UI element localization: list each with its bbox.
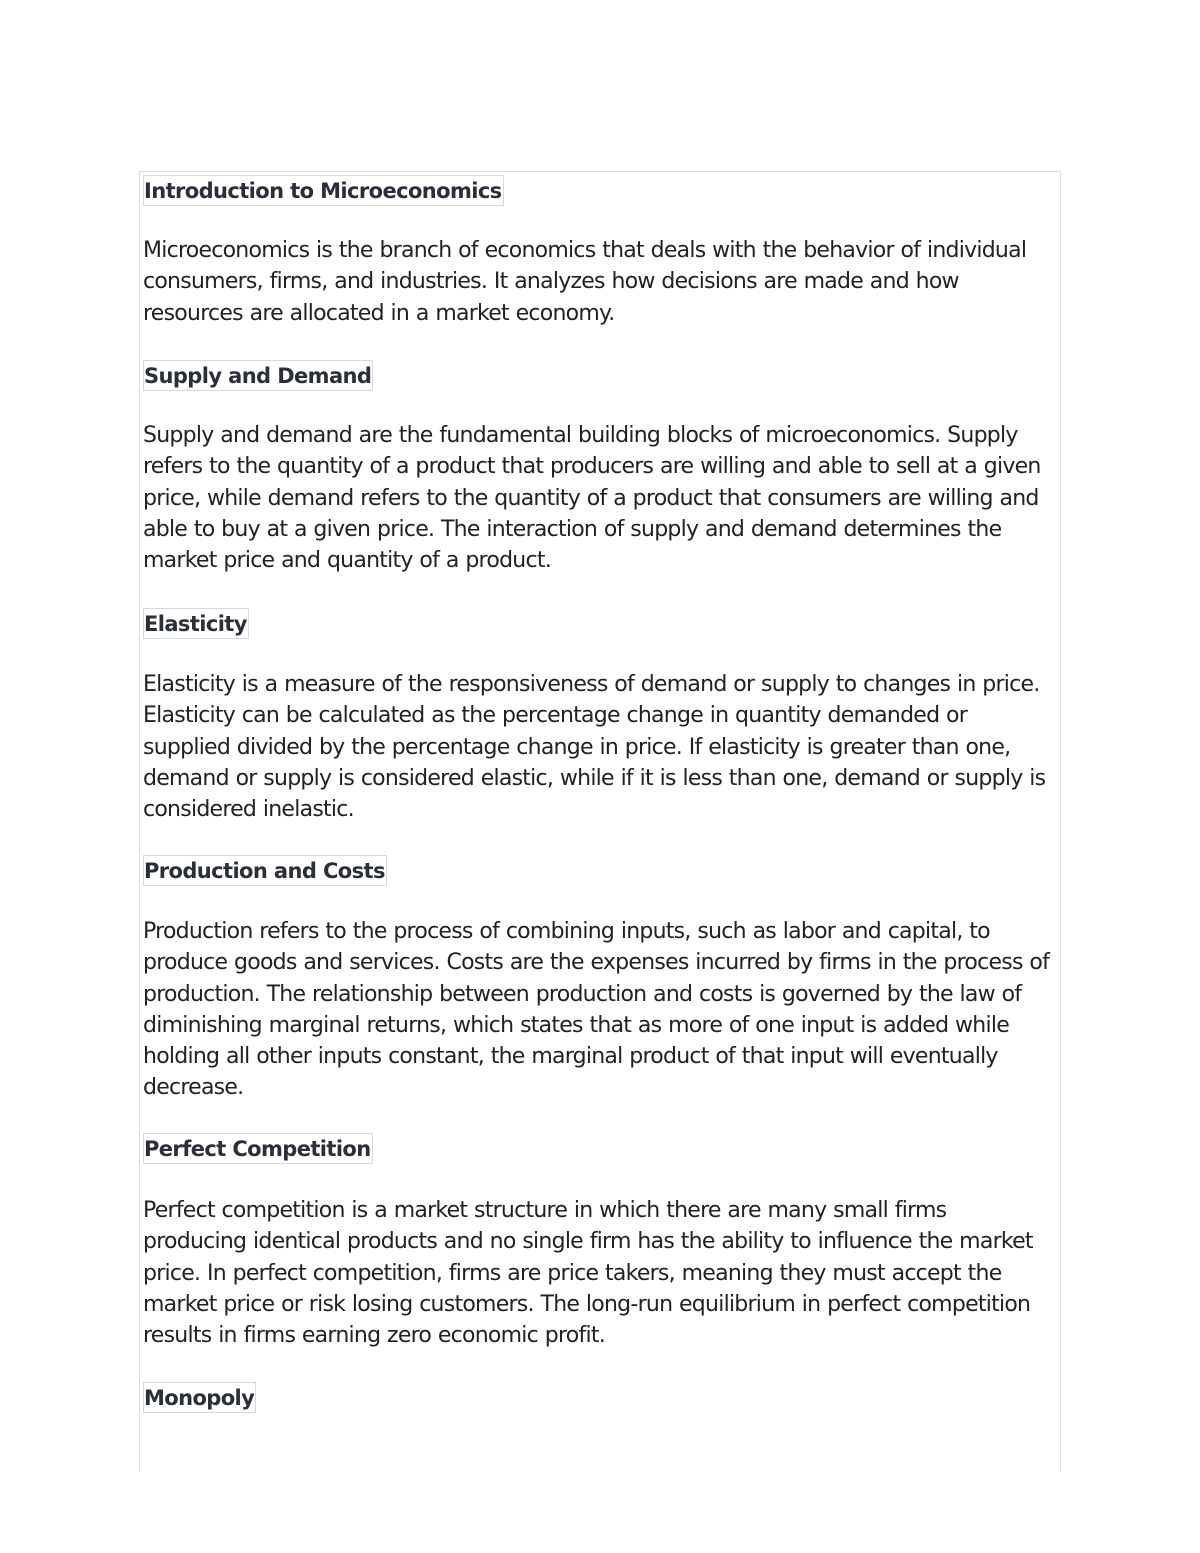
section-production-costs	[143, 855, 387, 886]
section-paragraph: Perfect competition is a market structure in which there are many small firms producing identical products and no single firm has the ability to influence the market price. In perfect competition, firms are price takers, meaning they must accept the market price or risk losing customers. The long-run equilibrium in perfect competition results in firms earning zero economic profit.	[143, 1198, 1033, 1349]
section-introduction	[143, 175, 504, 206]
section-heading: Production and Costs	[143, 855, 387, 886]
section-introduction-body	[143, 235, 1055, 329]
section-heading: Perfect Competition	[143, 1133, 373, 1164]
document-page	[139, 171, 1061, 1471]
section-heading: Elasticity	[143, 608, 249, 639]
section-heading: Monopoly	[143, 1382, 256, 1413]
section-supply-demand	[143, 360, 373, 391]
section-paragraph: Production refers to the process of combining inputs, such as labor and capital, to produce goods and services. Costs are the expenses incurred by firms in the process of production. The relationship between production and costs is governed by the law of diminishing marginal returns, which states that as more of one input is added while holding all other inputs constant, the marginal product of that input will eventually decrease.	[143, 919, 1050, 1101]
section-paragraph: Elasticity is a measure of the responsiveness of demand or supply to changes in price. Elasticity can be calculated as the percentage change in quantity demanded or supplied divided by the percentage change in price. If elasticity is greater than one, demand or supply is considered elastic, while if it is less than one, demand or supply is considered inelastic.	[143, 672, 1046, 823]
section-supply-demand-body	[143, 420, 1055, 576]
section-heading: Introduction to Microeconomics	[143, 175, 504, 206]
section-paragraph: Supply and demand are the fundamental building blocks of microeconomics. Supply refers to the quantity of a product that producers are willing and able to sell at a given price, while demand refers to the quantity of a product that consumers are willing and able to buy at a given price. The interaction of supply and demand determines the market price and quantity of a product.	[143, 423, 1041, 574]
section-elasticity-body	[143, 669, 1055, 825]
section-monopoly	[143, 1382, 256, 1413]
section-production-costs-body	[143, 916, 1055, 1104]
section-elasticity	[143, 608, 249, 639]
section-heading: Supply and Demand	[143, 360, 373, 391]
section-paragraph: Microeconomics is the branch of economics that deals with the behavior of individual consumers, firms, and industries. It analyzes how decisions are made and how resources are allocated in a market economy.	[143, 238, 1027, 326]
section-perfect-competition-body	[143, 1195, 1055, 1351]
section-perfect-competition	[143, 1133, 373, 1164]
